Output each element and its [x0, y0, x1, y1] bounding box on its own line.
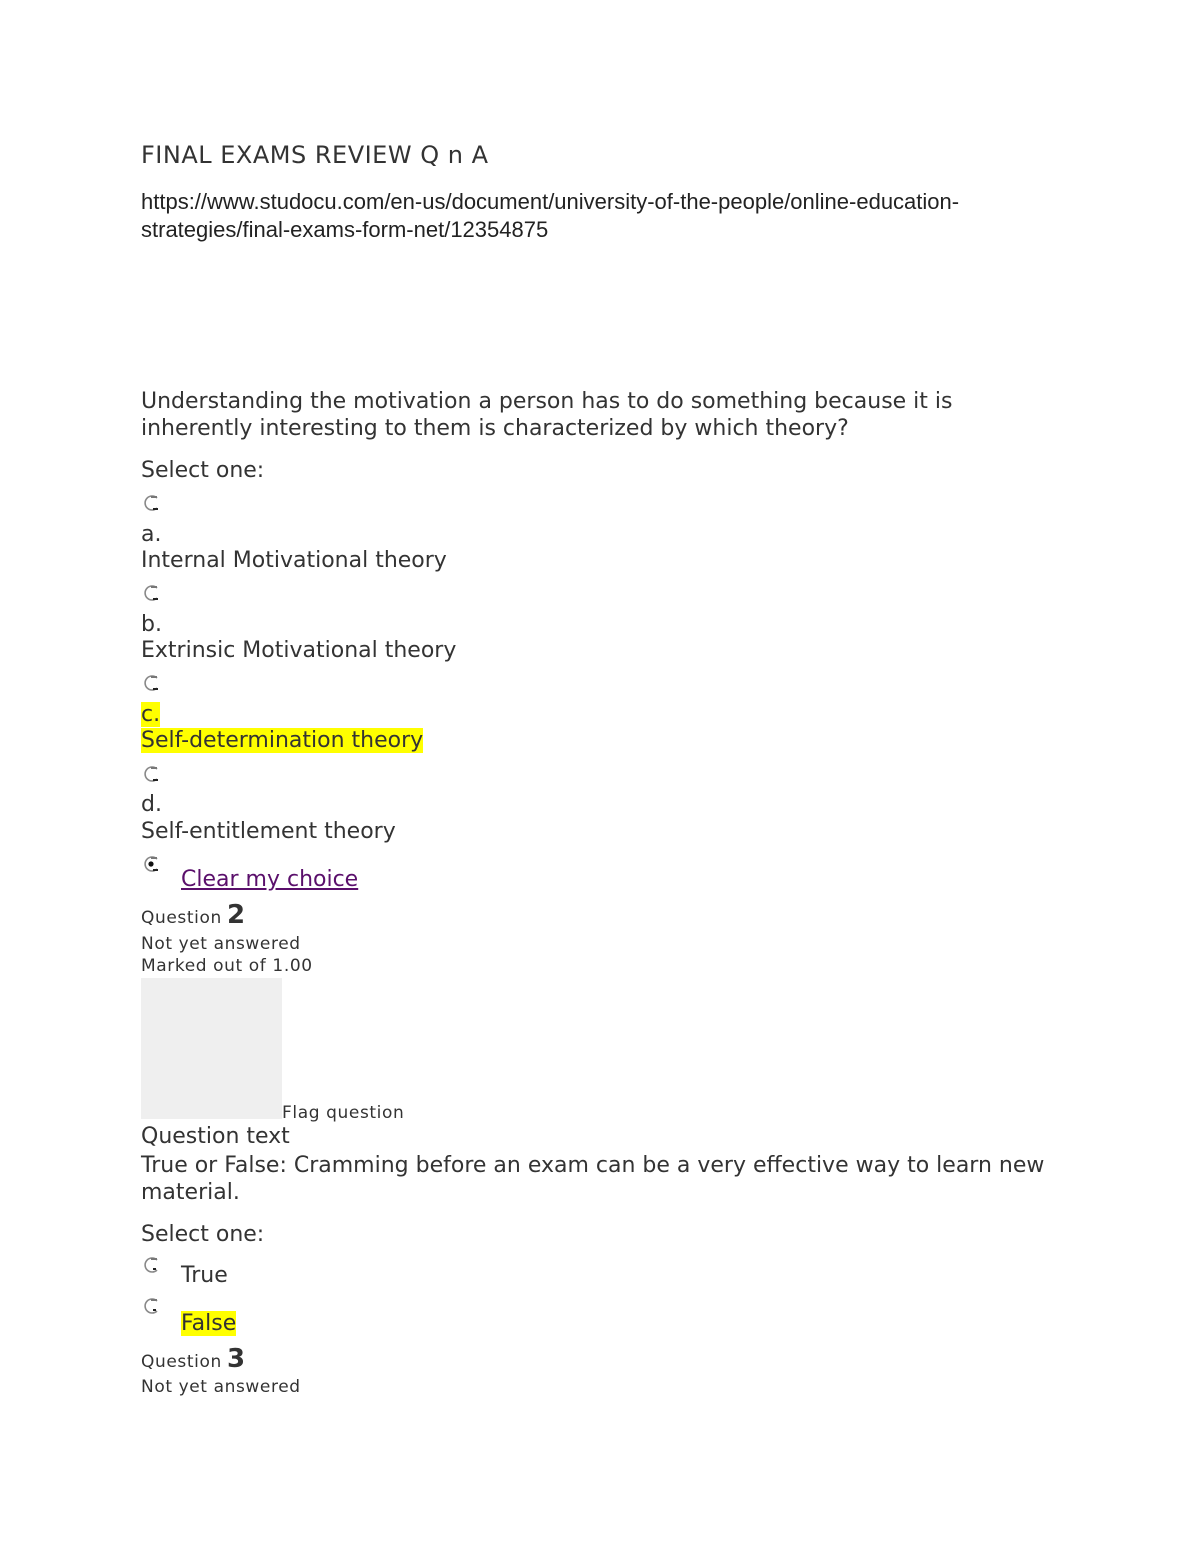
- question-3-header: [141, 1344, 245, 1374]
- question-2-select-label: Select one:: [141, 1222, 265, 1247]
- radio-option-c[interactable]: [143, 674, 161, 692]
- question-2-number: 2: [226, 900, 246, 930]
- radio-option-a[interactable]: [143, 494, 161, 512]
- radio-option-d[interactable]: [143, 765, 161, 783]
- question-2-status: Not yet answered: [141, 934, 301, 954]
- question-1-text: Understanding the motivation a person has to do something because it is inherently interesting to them is characterized by which theory?: [141, 389, 953, 441]
- clear-my-choice-link[interactable]: Clear my choice: [181, 867, 359, 892]
- radio-unchecked-icon: [143, 765, 161, 783]
- radio-clear-choice[interactable]: [143, 855, 161, 873]
- option-b-letter: b.: [141, 612, 162, 637]
- radio-unchecked-icon: [143, 674, 161, 692]
- option-a-label[interactable]: Internal Motivational theory: [141, 548, 447, 573]
- question-3-status: Not yet answered: [141, 1377, 301, 1397]
- option-c-letter: c.: [141, 702, 161, 727]
- radio-option-true[interactable]: [143, 1256, 161, 1274]
- source-url: https://www.studocu.com/en-us/document/university-of-the-people/online-education-strategies/final-exams-form-net/12354875: [141, 189, 960, 242]
- option-b-label[interactable]: Extrinsic Motivational theory: [141, 638, 457, 663]
- question-2-marked: Marked out of 1.00: [141, 956, 313, 976]
- option-true-label[interactable]: True: [181, 1263, 228, 1288]
- option-c-label[interactable]: Self-determination theory: [141, 728, 424, 753]
- radio-unchecked-icon: [143, 494, 161, 512]
- question-3-number: 3: [226, 1344, 246, 1374]
- flag-icon-placeholder[interactable]: [141, 978, 282, 1119]
- document-title: FINAL EXAMS REVIEW Q n A: [141, 141, 489, 169]
- radio-unchecked-icon: [143, 1256, 161, 1274]
- option-a-letter: a.: [141, 522, 162, 547]
- option-false-label[interactable]: False: [181, 1311, 237, 1336]
- question-2-prefix: Question: [141, 908, 222, 928]
- radio-option-false[interactable]: [143, 1297, 161, 1315]
- flag-question-button[interactable]: Flag question: [282, 1103, 405, 1123]
- question-2-text: True or False: Cramming before an exam can be a very effective way to learn new material.: [141, 1153, 1045, 1205]
- radio-checked-icon: [143, 855, 161, 873]
- option-d-letter: d.: [141, 792, 162, 817]
- radio-unchecked-icon: [143, 584, 161, 602]
- radio-unchecked-icon: [143, 1297, 161, 1315]
- option-d-label[interactable]: Self-entitlement theory: [141, 819, 396, 844]
- question-2-text-label: Question text: [141, 1124, 290, 1149]
- radio-option-b[interactable]: [143, 584, 161, 602]
- question-2-header: [141, 900, 245, 930]
- question-3-prefix: Question: [141, 1352, 222, 1372]
- question-1-select-label: Select one:: [141, 458, 265, 483]
